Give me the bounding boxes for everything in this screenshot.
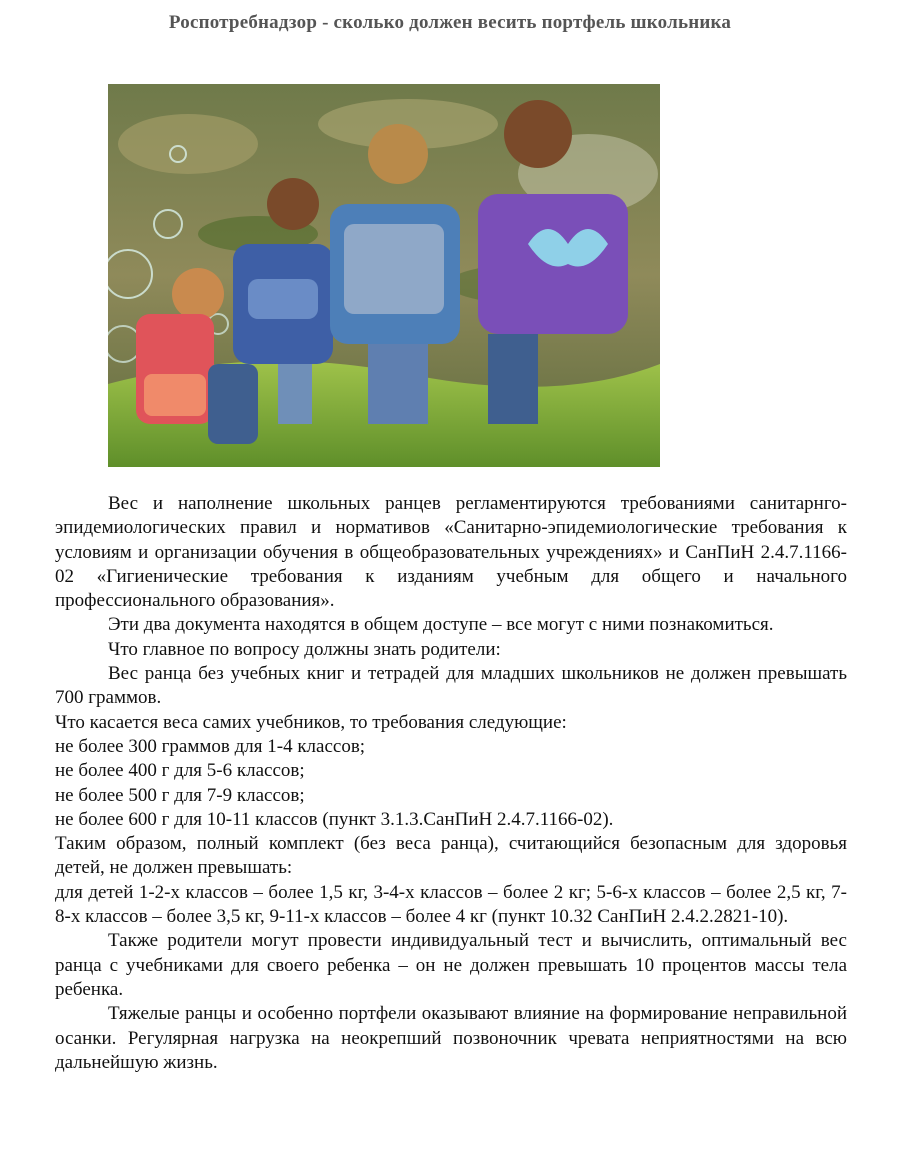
page-title: Роспотребнадзор - сколько должен весить портфель школьника — [168, 12, 732, 33]
paragraph-intro: Вес и наполнение школьных ранцев регламентируются требованиями санитарнго-эпидемиологических правил и нормативов «Санитарно-эпидемиологические требования к условиям и организации обучения в общеобразовательных учреждениях» и СанПиН 2.4.7.1166-02 «Гигиенические требования к изданиям учебным для общего и начального профессионального образования». — [55, 493, 847, 612]
paragraph-backpack-weight: Вес ранца без учебных книг и тетрадей для младших школьников не должен превышать 700 граммов. — [55, 663, 847, 709]
paragraph-limits: для детей 1-2-х классов – более 1,5 кг, 3-4-х классов – более 2 кг; 5-6-х классов – более 2,5 кг, 7-8-х классов – более 3,5 кг, 9-11-х классов – более 4 кг (пункт 10.32 СанПиН 2.4.2.2821-10). — [55, 881, 847, 928]
paragraph-test: Также родители могут провести индивидуальный тест и вычислить, оптимальный вес ранца с учебниками для своего ребенка – он не должен превышать 10 процентов массы тела ребенка. — [55, 930, 847, 1000]
photo-children-backpacks — [108, 84, 660, 467]
list-item: не более 500 г для 7-9 классов; — [55, 784, 305, 806]
paragraph-documents: Эти два документа находятся в общем доступе – все могут с ними познакомиться. — [108, 614, 774, 636]
article-body — [55, 492, 847, 1075]
photo-children-backpacks-icon — [108, 84, 660, 467]
list-item: не более 600 г для 10-11 классов (пункт 3.1.3.СанПиН 2.4.7.1166-02). — [55, 808, 614, 830]
paragraph-total: Таким образом, полный комплект (без веса ранца), считающийся безопасным для здоровья детей, не должен превышать: — [55, 833, 847, 879]
paragraph-parents: Что главное по вопросу должны знать родители: — [108, 638, 501, 660]
paragraph-textbooks: Что касается веса самих учебников, то требования следующие: — [55, 711, 567, 733]
list-item: не более 300 граммов для 1-4 классов; — [55, 735, 366, 757]
paragraph-posture: Тяжелые ранцы и особенно портфели оказывают влияние на формирование неправильной осанки. Регулярная нагрузка на неокрепший позвоночник чревата неприятностями на всю дальнейшую жизнь. — [55, 1003, 847, 1073]
list-item: не более 400 г для 5-6 классов; — [55, 760, 305, 782]
